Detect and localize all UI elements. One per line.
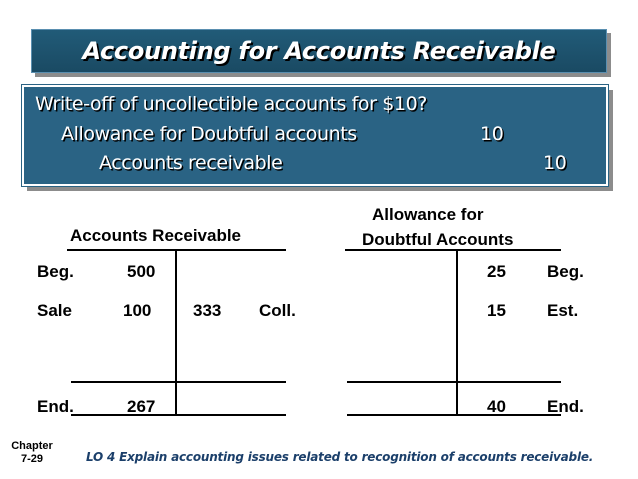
ar-row-credit: 333 (193, 301, 222, 320)
ar-row-debit: 100 (123, 301, 152, 320)
ar-row-debit: 500 (127, 262, 156, 281)
chapter-label (4, 440, 60, 466)
journal-credit-amount: 10 (543, 152, 567, 174)
allowance-title-line2: Doubtful Accounts (362, 230, 514, 249)
journal-question: Write-off of uncollectible accounts for $10? (35, 93, 427, 115)
slide-title: Accounting for Accounts Receivable (82, 37, 556, 65)
allowance-row-credit: 15 (487, 301, 506, 320)
allowance-bottom-rule (347, 414, 561, 416)
ar-row-right-label: Coll. (259, 301, 296, 320)
journal-debit-account: Allowance for Doubtful accounts (61, 123, 357, 145)
chapter-word: Chapter (11, 440, 53, 452)
learning-objective-note: LO 4 Explain accounting issues related to recognition of accounts receivable. (86, 450, 594, 464)
chapter-number: 7-29 (20, 453, 44, 465)
allowance-row-credit: 25 (487, 262, 506, 281)
allowance-center-rule (456, 251, 458, 414)
allowance-ending-label: End. (547, 397, 584, 416)
allowance-title-line1: Allowance for (372, 205, 484, 224)
allowance-ending-balance: 40 (487, 397, 506, 416)
ar-row-label: Sale (37, 301, 72, 320)
allowance-row-right-label: Beg. (547, 262, 584, 281)
journal-entry-box (22, 85, 608, 186)
ar-title: Accounts Receivable (70, 226, 242, 245)
ar-ending-label: End. (37, 397, 74, 416)
ar-bottom-rule (71, 414, 286, 416)
journal-credit-account: Accounts receivable (99, 152, 283, 174)
ar-ending-balance: 267 (127, 397, 156, 416)
allowance-total-rule (347, 381, 561, 383)
allowance-top-rule (345, 249, 561, 251)
ar-total-rule (71, 381, 286, 383)
allowance-row-right-label: Est. (547, 301, 579, 320)
ar-row-label: Beg. (37, 262, 74, 281)
ar-center-rule (175, 251, 177, 414)
title-banner (31, 29, 607, 73)
journal-debit-amount: 10 (480, 123, 504, 145)
